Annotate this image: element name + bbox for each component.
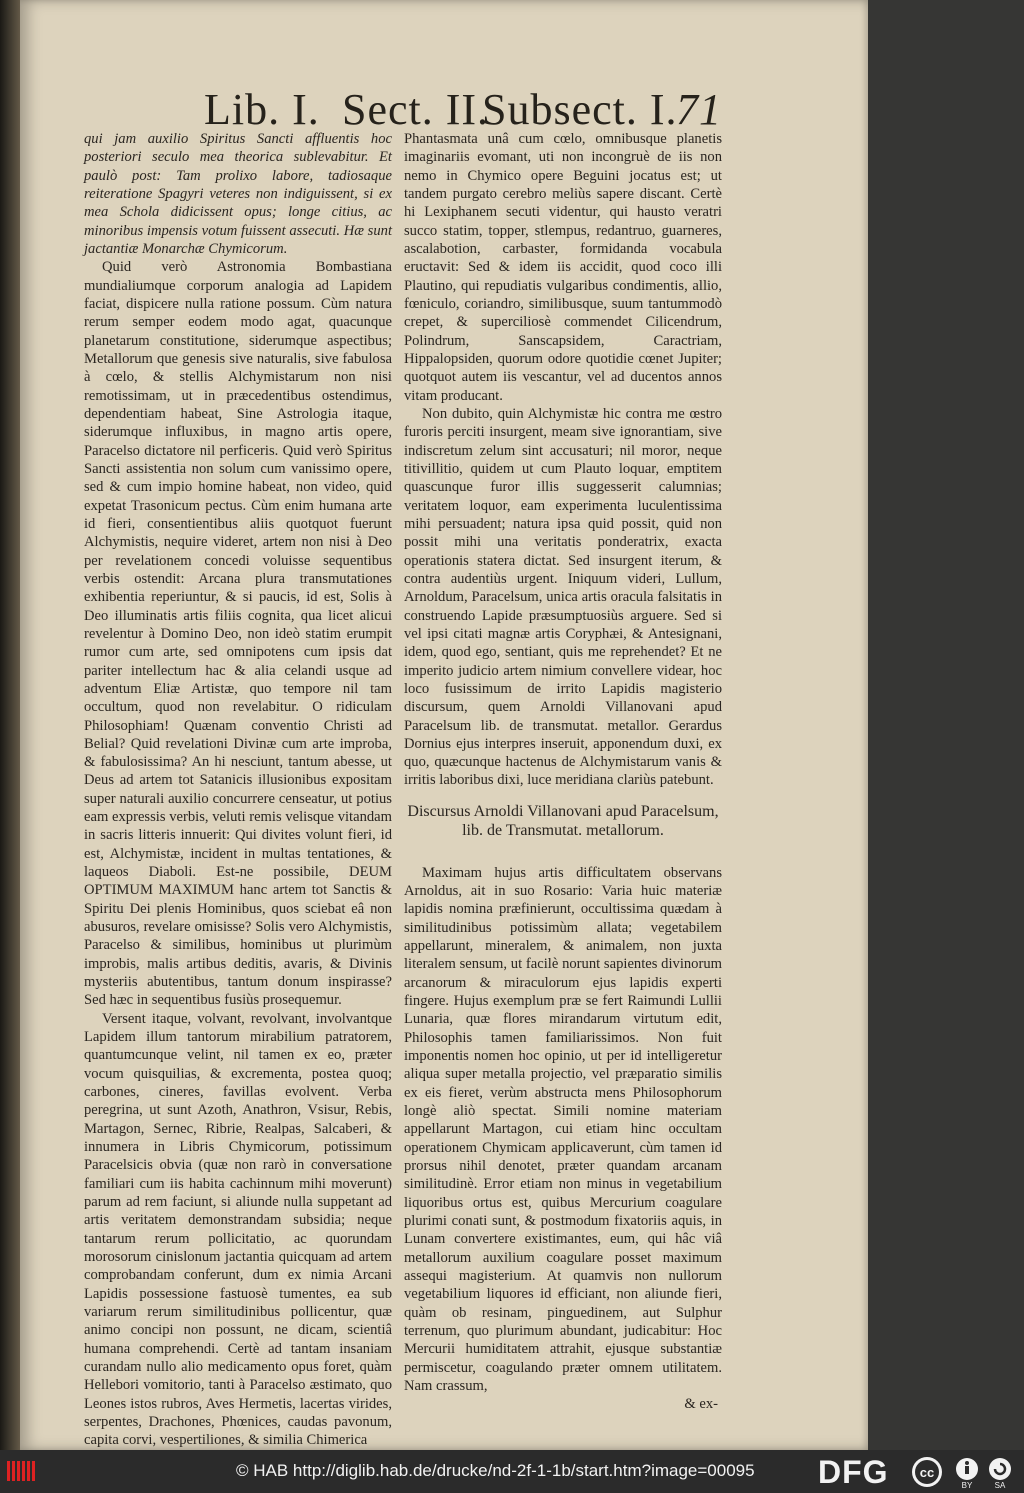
viewer-footer (0, 1450, 1024, 1493)
paragraph: Non dubito, quin Alchymistæ hic contra me œstro furoris perciti insurgent, meam sive ignorantiam, sive indiscretum zelum sint accusaturi; nil moror, neque titivillitio, quidem ut cum Plauto loquar, emptitem quascunque furor illis suggesserit calumnias; veritatem loquor, eam experimenta luculentissima mihi persuadent; natura ipsa quid possit, quid non possit mihi una veritatis ponderatrix, exacta operationis statera dictat. Sed insurgent iterum, & contra audentiùs urgent. Iniquum videri, Lullum, Arnoldum, Paracelsum, unica artis oracula falsitatis in construendo Lapide præsumptuosiùs arguere. Sed si vel ipsi citati magnæ artis Coryphæi, & Antesignani, idem, quod ego, sentiant, quis me reprehendet? Et ne imperito judicio artem nimium convellere videar, hoc loco fusissimum de irrito Lapidis magisterio discursum, quem Arnoldi Villanovani apud Paracelsum lib. de transmutat. metallor. Gerardus Dornius ejus interpres inseruit, apponendum duxi, ex quo, quæcunque hactenus de Alchymistarum vanis & irritis laboribus dixi, luce meridiana clariùs patebunt. (404, 405, 722, 789)
previous-page-edge (0, 0, 22, 1450)
left-text-column (84, 130, 392, 1450)
dfg-logo: DFG (818, 1454, 889, 1490)
right-text-column (404, 130, 722, 1414)
svg-text:SA: SA (994, 1481, 1006, 1489)
paragraph: Quid verò Astronomia Bombastiana mundialiumque corporum analogia ad Lapidem faciat, dispicere nulla ratione possum. Cùm natura rerum semper eodem modo agat, quacunque planetarum constitutione, siderumque aspectibus; Metallorum que genesis sive naturalis, sive fabulosa à cœlo, & stellis Alchymistarum non nisi remotissimam, ut in præcedentibus ostendimus, dependentiam habeat, Sine Astrologia itaque, siderumque influxibus, in magno artis opere, Paracelso dictatore nil perficeris. Quid verò Spiritus Sancti assistentia non solum cum vanissimo opere, sed & cum impio homine habeat, non video, quid expetat Trasonicum pectus. Cùm enim humana arte id fieri, consentientibus aliis quotquot fuerunt Alchymistis, nequire videret, artem non nisi à Deo per revelationem concedi voluisse sequentibus verbis ostendit: Arcana plura transmutationes exhibentia reperiuntur, & si paucis, id est, Solis à Deo illuminatis artis filiis cognita, qua licet alicui revelentur à Domino Deo, non ideò statim erumpit rumor cum arte, sed omnipotens cum ipsis dat pariter intellectum hac & alia celandi usque ad adventum Eliæ Artistæ, quo tempore nil tam occultum, quod non revelabitur. O ridiculam Philosophiam! Quænam conventio Christi ad Belial? Quid revelationi Divinæ cum arte improba, & fabulosissima? An hi nesciunt, tantum abesse, ut Deus ad artem tot Satanicis illusionibus expositam super naturali auxilio concurrere censeatur, ut potius eam expressis verbis, veluti remis velisque vitandam in sacris litteris innuerit: Qui divites volunt fieri, id est, Alchymistæ, incident in multas tentationes, & laqueos Diaboli. Est-ne possibile, DEUM OPTIMUM MAXIMUM hanc artem tot Sanctis & Spiritu Dei plenis Hominibus, quos sciebat eâ non abusuros, revelare omisisse? Solis vero Alchymistis, Paracelso & similibus, hominibus ut plurimùm improbis, malis artibus deditis, avaris, & Divinis mysteriis abutentibus, tantum donum inspirasse? Sed hæc in sequentibus fusiùs prosequemur. (84, 259, 392, 1009)
header-book: Lib. I. (204, 85, 320, 134)
hab-logo-icon (6, 1459, 36, 1483)
page-number: 71 (676, 85, 722, 134)
cc-by-sa-license-icon[interactable] (910, 1455, 1020, 1489)
footer-credit-link[interactable]: © HAB http://diglib.hab.de/drucke/nd-2f-1-1b/start.htm?image=00095 (236, 1461, 755, 1480)
paragraph: Maximam hujus artis difficultatem observans Arnoldus, ait in suo Rosario: Varia huic materiæ lapidis nomina præfinierunt, occultissima quædam à similitudinibus potissimùm allata; vegetabilem appellarunt, mineralem, & animalem, non juxta literalem sensum, ut facilè norunt sapientes divinorum arcanorum & miraculorum ejus lapidis experti fingere. Hujus exemplum præ se fert Raimundi Lullii Lunaria, quæ flores mirandarum virtutum edit, Philosophis tamen familiarissimos. Non fuit imponentis nomen hoc opinio, ut per id intelligeretur aliqua super metalla projectio, vel præparatio similis ex eis fieret, verùm abstructa mens Philosophorum longè aliò spectat. Simili nomine materiam appellarunt Martagon, cui etiam hinc occultam operationem Chymicam applicaverunt, cùm tamen id prorsus nihil denotet, præter quandam arcanam similitudinè. Error etiam non minus in vegetabilium liquoribus ortus est, quibus Mercurium coagulare plurimi conati sunt, & postmodum fixatoriis aquis, in Lunam convertere existimantes, eum, qui hâc viâ metallorum auxilium coagulare posset maximum assequi magisterium. At quamvis non nullorum vegetabilium liquores id efficiant, non aliunde fieri, quàm ob resinam, pinguedinem, aut Sulphur terrenum, quo plurimum abundant, judicabitur: Hoc Mercurii humiditatem attrahit, ejusque substantiæ permiscetur, coagulando præter omnem utilitatem. Nam crassum, (404, 864, 722, 1394)
header-section: Sect. II. (342, 85, 490, 134)
catchword: & ex- (684, 1396, 718, 1413)
paragraph: qui jam auxilio Spiritus Sancti affluentis hoc posteriori seculo mea theorica sublevabitur. Et paulò post: Tam prolixo labore, tadiosaque reiteratione Spagyri veteres non indiguissent, si ex mea Schola didicissent opus; longe citius, ac minoribus impensis votum fuissent assecuti. Hæ sunt jactantiæ Monarchæ Chymicorum. (84, 131, 392, 257)
running-header (204, 84, 724, 134)
section-heading: Discursus Arnoldi Villanovani apud Paracelsum, lib. de Transmutat. metallorum. (407, 802, 719, 839)
svg-text:BY: BY (961, 1481, 973, 1489)
paragraph: Phantasmata unâ cum cœlo, omnibusque planetis imaginariis evomant, uti non incongruè de iis non nemo in Chymico opere Beguini jocatus est; ut tandem purgato cerebro meliùs sapere discant. Certè hi Lexiphanem secuti videntur, qui hausto veratri succo statim, topper, stlempus, redantruo, guarneres, ascalabotion, carbaster, formidanda vocabula eructavit: Sed & idem iis accidit, quod coco illi Plautino, qui repudiatis vulgaribus condimentis, allio, fœniculo, coriandro, similibusque, suum tantummodò crepet, & superciliosè commendet Cilicendrum, Polindrum, Sanscapsidem, Caractriam, Hippalopsiden, quorum odore quotidie cœnet Jupiter; quotquot autem iis vescantur, vel ad ducentos annos vitam producant. (404, 131, 722, 404)
header-subsection: Subsect. I. (482, 85, 678, 134)
scan-background (868, 0, 1024, 1450)
svg-text:cc: cc (919, 1465, 935, 1480)
paragraph: Versent itaque, volvant, revolvant, involvantque Lapidem illum tantorum mirabilium patratorem, quantumcunque velint, nil tamen ex eo, præter vocum quisquilias, & excrementa, postea quoq; carbones, cineres, favillas evolvent. Verba peregrina, ut sunt Azoth, Anathron, Vsisur, Rebis, Martagon, Sernec, Ribrie, Realpas, Salcaberi, & innumera in Libris Chymicorum, potissimum Paracelsicis obvia (quæ non rarò in conversatione familiari cum iis habita cachinnum mihi moverunt) parum ad rem faciunt, si aliunde nulla suppetant ad artis veritatem demonstrandam subsidia; neque tantarum rerum pollicitatio, ac quorundam morosorum cinislonum jactantia quicquam ad artem comprobandam conferunt, dum ex nimia Arcani Lapidis possessione fastuosè tumentes, ea sub variarum rerum similitudinibus pollicentur, quæ animo concipi non possunt, ne dicam, scientiâ humana comprehendi. Certè ad tantam insaniam curandam nullo alio medicamento opus foret, quàm Hellebori vomitorio, tanti à Paracelso æstimato, quo Leones istos rubros, Aves Hermetis, lacertas virides, serpentes, Drachones, Phœnices, caudas pavonum, capita corvi, vespertiliones, & similia Chimerica (84, 1010, 392, 1449)
